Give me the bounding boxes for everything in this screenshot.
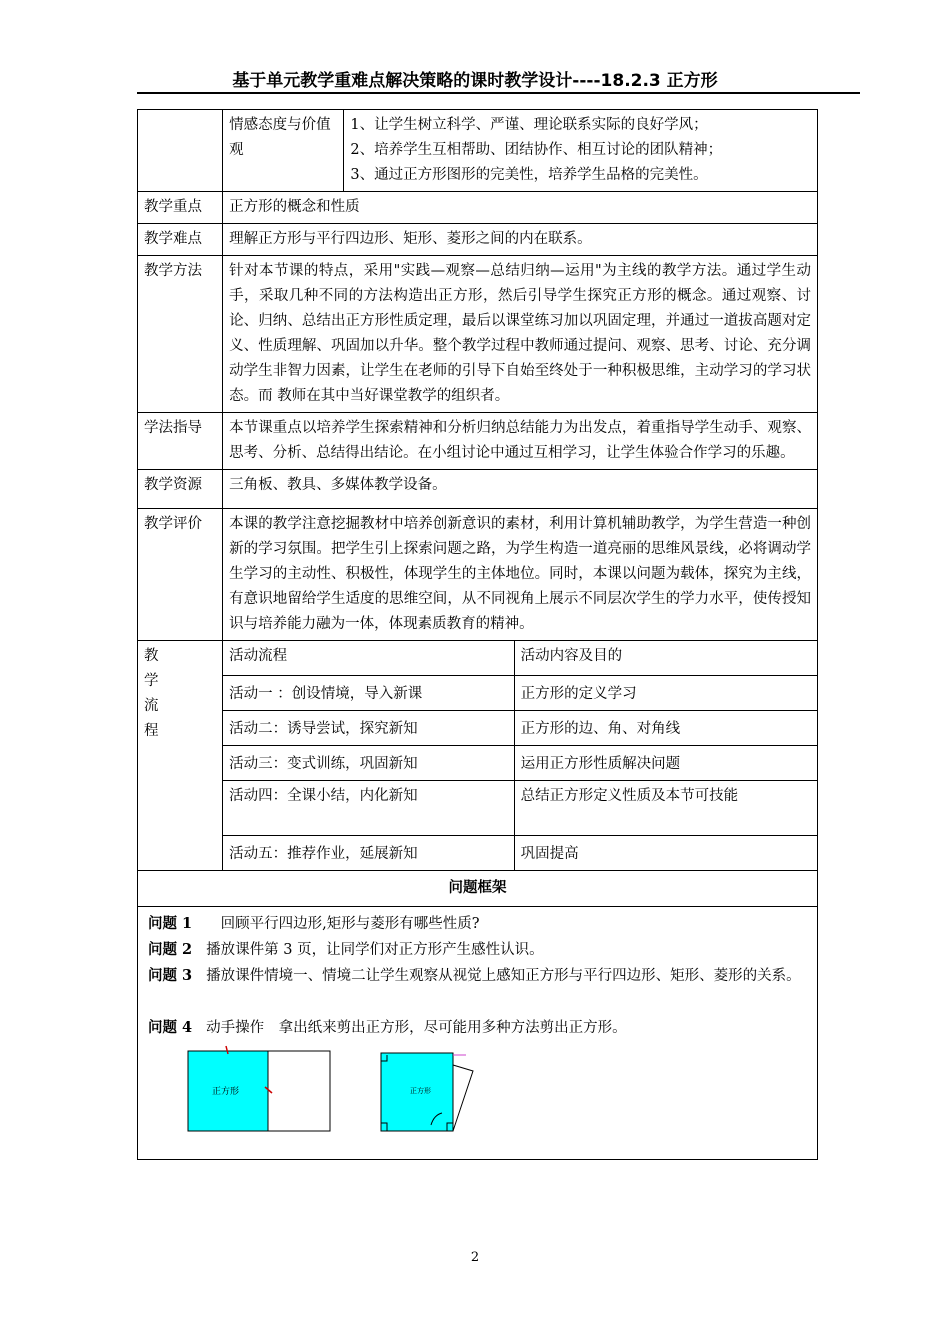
row-content: 三角板、教具、多媒体教学设备。 [223, 470, 818, 509]
question-item: 问题 2 播放课件第 3 页，让同学们对正方形产生感性认识。 [148, 941, 544, 958]
question-item: 问题 3 播放课件情境一、情境二让学生观察从视觉上感知正方形与平行四边形、矩形、菱形的关系。 [148, 967, 801, 984]
row-label: 教学方法 [138, 256, 223, 413]
lesson-design-table [137, 109, 818, 1160]
rectangle-strip [268, 1051, 330, 1131]
goal-item: 2、培养学生互相帮助、团结协作、相互讨论的团队精神； [350, 142, 723, 158]
figures-area [148, 1041, 811, 1156]
activity-content: 运用正方形性质解决问题 [514, 746, 817, 781]
activity-content: 正方形的定义学习 [514, 676, 817, 711]
process-label-char: 程 [144, 723, 159, 739]
activity-row [138, 676, 818, 711]
paper-cutting-figures [148, 1041, 818, 1156]
row-content: 本课的教学注意挖掘教材中培养创新意识的素材，利用计算机辅助教学，为学生营造一种创新的学习氛围。把学生引上探索问题之路，为学生构造一道亮丽的思维风景线，必将调动学生学习的主动性、积极性，体现学生的主体地位。同时，本课以问题为载体，探究为主线，有意识地留给学生适度的思维空间，从不同视角上展示不同层次学生的学力水平，使传授知识与培养能力融为一体，体现素质教育的精神。 [223, 509, 818, 641]
table-row [138, 256, 818, 413]
activity-name: 活动四：全课小结，内化新知 [223, 781, 515, 836]
framework-title: 问题框架 [138, 871, 818, 907]
figure-label: 正方形 [212, 1087, 240, 1097]
table-row [138, 509, 818, 641]
question-item: 问题 1 回顾平行四边形,矩形与菱形有哪些性质? [148, 915, 480, 932]
page-number: 2 [470, 1250, 480, 1265]
process-header-row [138, 641, 818, 676]
goal-item: 1、让学生树立科学、严谨、理论联系实际的良好学风； [350, 117, 708, 133]
activity-content: 总结正方形定义性质及本节可技能 [514, 781, 817, 836]
framework-content [138, 907, 818, 1160]
activity-name: 活动二：诱导尝试，探究新知 [223, 711, 515, 746]
row-label: 教学重点 [138, 192, 223, 224]
figure-label: 正方形 [410, 1087, 431, 1095]
question-item: 问题 4 动手操作 拿出纸来剪出正方形，尽可能用多种方法剪出正方形。 [148, 1019, 627, 1036]
fold-outline [453, 1065, 473, 1131]
empty-cell [138, 110, 223, 192]
process-col-header: 活动内容及目的 [514, 641, 817, 676]
row-label: 教学资源 [138, 470, 223, 509]
figure-square-fold [381, 1053, 473, 1131]
row-label: 教学难点 [138, 224, 223, 256]
goals-cell [344, 110, 818, 192]
row-content: 针对本节课的特点，采用"实践—观察—总结归纳—运用"为主线的教学方法。通过学生动手，采取几种不同的方法构造出正方形，然后引导学生探究正方形的概念。通过观察、讨论、归纳、总结出正方形性质定理，最后以课堂练习加以巩固定理，并通过一道拔高题对定义、性质理解、巩固加以升华。整个教学过程中教师通过提问、观察、思考、讨论、充分调动学生非智力因素，让学生在老师的引导下自始至终处于一种积极思维，主动学习的学习状态。而 教师在其中当好课堂教学的组织者。 [223, 256, 818, 413]
activity-row [138, 781, 818, 836]
table-row [138, 470, 818, 509]
table-row [138, 110, 818, 192]
process-label [138, 641, 223, 871]
header-rule [137, 92, 860, 94]
row-content: 正方形的概念和性质 [223, 192, 818, 224]
activity-row [138, 746, 818, 781]
process-label-char: 教 [144, 648, 159, 664]
activity-row [138, 836, 818, 871]
row-label: 教学评价 [138, 509, 223, 641]
document-header-title: 基于单元教学重难点解决策略的课时教学设计----18.2.3 正方形 [232, 71, 718, 91]
process-col-header: 活动流程 [223, 641, 515, 676]
framework-title-row [138, 871, 818, 907]
activity-name: 活动三：变式训练，巩固新知 [223, 746, 515, 781]
figure-fold-rectangle [188, 1046, 330, 1131]
activity-name: 活动一 ：创设情境，导入新课 [223, 676, 515, 711]
row-content: 本节课重点以培养学生探索精神和分析归纳总结能力为出发点，着重指导学生动手、观察、思考、分析、总结得出结论。在小组讨论中通过互相学习，让学生体验合作学习的乐趣。 [223, 413, 818, 470]
activity-content: 巩固提高 [514, 836, 817, 871]
row-content: 理解正方形与平行四边形、矩形、菱形之间的内在联系。 [223, 224, 818, 256]
process-label-char: 学 [144, 673, 159, 689]
activity-name: 活动五：推荐作业，延展新知 [223, 836, 515, 871]
goal-item: 3、通过正方形图形的完美性，培养学生品格的完美性。 [350, 167, 708, 183]
framework-content-row [138, 907, 818, 1160]
row-label: 学法指导 [138, 413, 223, 470]
process-label-char: 流 [144, 698, 159, 714]
table-row [138, 192, 818, 224]
table-row [138, 224, 818, 256]
activity-content: 正方形的边、角、对角线 [514, 711, 817, 746]
activity-row [138, 711, 818, 746]
row-label: 情感态度与价值观 [223, 110, 344, 192]
table-row [138, 413, 818, 470]
